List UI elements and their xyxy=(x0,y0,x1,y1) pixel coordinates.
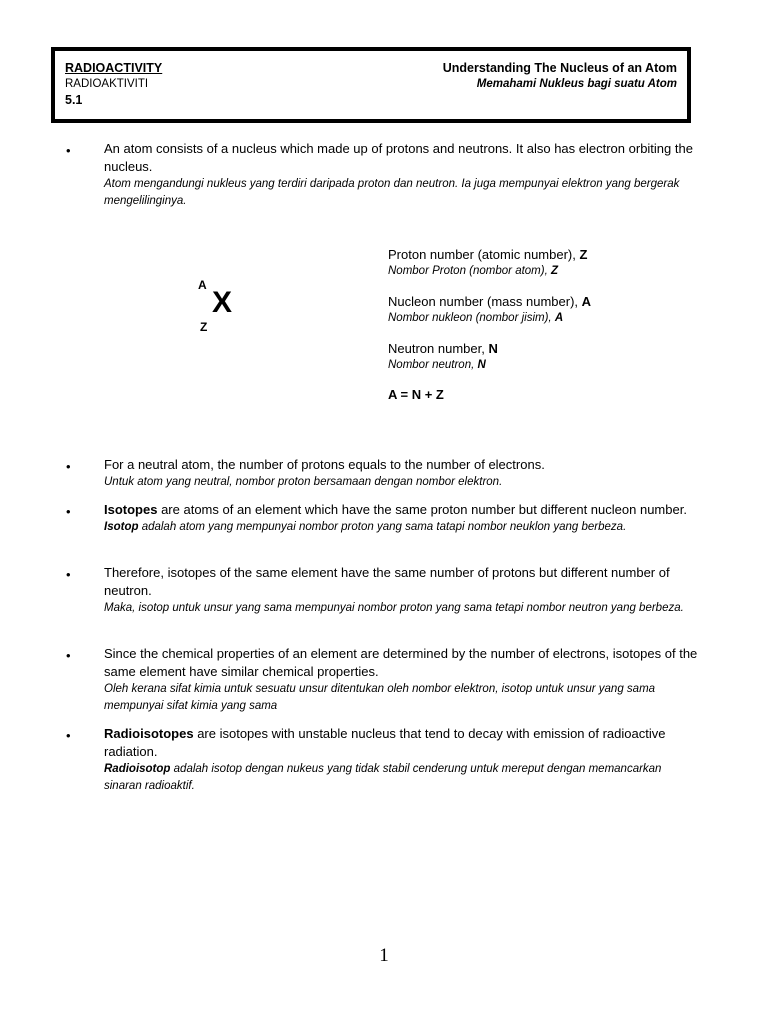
bullet-dot: • xyxy=(66,504,71,519)
section-title-malay: Memahami Nukleus bagi suatu Atom xyxy=(476,78,677,90)
bullet-keyword: Isotopes xyxy=(104,502,158,517)
bullet-text: are isotopes with unstable nucleus that tend to decay with emission of radioactive radiation. xyxy=(104,726,666,759)
bullet-text-malay: adalah isotop dengan nukeus yang tidak stabil cenderung untuk mereput dengan memancarkan sinaran radioaktif. xyxy=(104,763,662,792)
definition-text-malay: Nombor Proton (nombor atom), xyxy=(388,265,551,277)
bullet-dot: • xyxy=(66,728,71,743)
definition-symbol-malay: Z xyxy=(550,265,559,277)
intro-text-malay: Atom mengandungi nukleus yang terdiri daripada proton dan neutron. Ia juga mempunyai elektron yang bergerak mengelilinginya. xyxy=(104,178,680,207)
section-title: Understanding The Nucleus of an Atom xyxy=(442,61,677,75)
definition-text: Nucleon number (mass number), xyxy=(388,294,582,309)
bullet-text: Therefore, isotopes of the same element have the same number of protons but different number of neutron. xyxy=(104,565,670,598)
definition-text-malay: Nombor neutron, xyxy=(388,359,478,371)
page-number: 1 xyxy=(379,945,389,966)
chapter-title-malay: RADIOAKTIVITI xyxy=(65,78,149,90)
nucleon-formula: A = N + Z xyxy=(388,387,444,402)
bullet-text-malay: Oleh kerana sifat kimia untuk sesuatu unsur ditentukan oleh nombor elektron, isotop untuk unsur yang sama mempunyai sifat kimia yang sama xyxy=(104,683,656,712)
definition-text: Neutron number, xyxy=(388,341,489,356)
definition-proton-number xyxy=(388,246,708,279)
bullet-dot: • xyxy=(66,567,71,582)
chapter-title: RADIOACTIVITY xyxy=(65,61,163,75)
definition-symbol: N xyxy=(488,341,498,356)
nuclide-notation xyxy=(192,276,252,336)
bullet-text-malay: adalah atom yang mempunyai nombor proton yang sama tatapi nombor neuklon yang berbeza. xyxy=(138,521,627,533)
definition-text: Proton number (atomic number), xyxy=(388,247,580,262)
header-box xyxy=(51,47,691,123)
bullet-dot: • xyxy=(66,648,71,663)
definition-symbol: A xyxy=(581,294,592,309)
element-symbol: X xyxy=(212,286,233,319)
definition-symbol: Z xyxy=(579,247,588,262)
section-number: 5.1 xyxy=(65,93,83,107)
atomic-number-symbol: Z xyxy=(200,320,208,334)
mass-number-symbol: A xyxy=(198,278,207,292)
bullet-dot: • xyxy=(66,143,71,158)
bullet-keyword-malay: Radioisotop xyxy=(104,763,171,775)
bullet-text-malay: Untuk atom yang neutral, nombor proton bersamaan dengan nombor elektron. xyxy=(104,476,503,488)
bullet-dot: • xyxy=(66,459,71,474)
definition-symbol-malay: N xyxy=(477,359,486,371)
bullet-keyword: Radioisotopes xyxy=(104,726,194,741)
definition-neutron-number xyxy=(388,340,708,373)
definition-text-malay: Nombor nukleon (nombor jisim), xyxy=(388,312,555,324)
bullet-text: For a neutral atom, the number of protons equals to the number of electrons. xyxy=(104,457,545,472)
bullet-text-malay: Maka, isotop untuk unsur yang sama mempunyai nombor proton yang sama tetapi nombor neutron yang berbeza. xyxy=(104,602,684,614)
bullet-keyword-malay: Isotop xyxy=(104,521,139,533)
definitions-list xyxy=(388,246,708,402)
definition-nucleon-number xyxy=(388,293,708,326)
bullet-text: Since the chemical properties of an element are determined by the number of electrons, isotopes of the same element have similar chemical properties. xyxy=(104,646,698,679)
bullet-text: are atoms of an element which have the same proton number but different nucleon number. xyxy=(157,502,687,517)
definition-symbol-malay: A xyxy=(554,312,564,324)
intro-text: An atom consists of a nucleus which made up of protons and neutrons. It also has electron orbiting the nucleus. xyxy=(104,141,693,174)
